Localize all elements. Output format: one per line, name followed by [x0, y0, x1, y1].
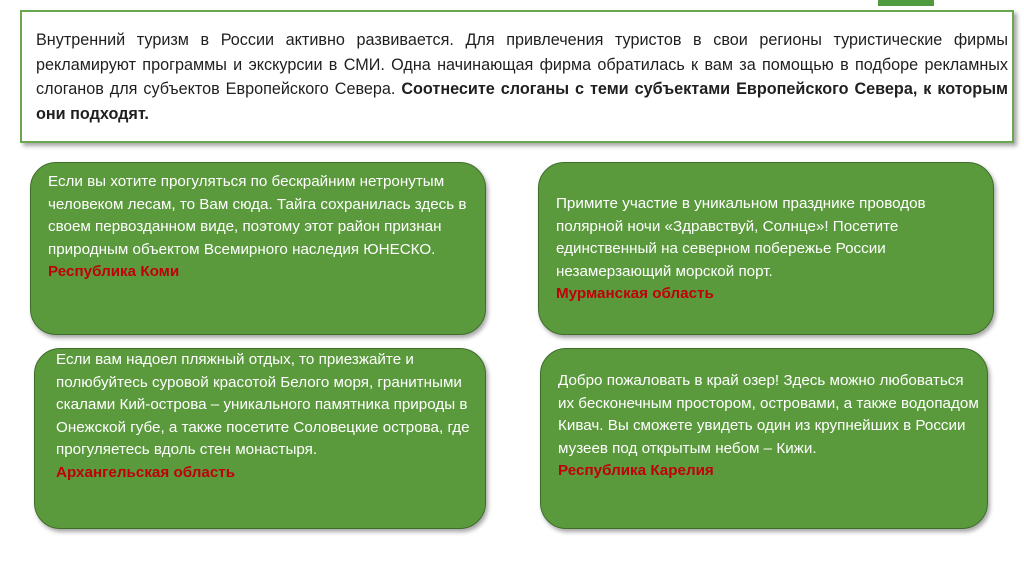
slogan-text: Если вам надоел пляжный отдых, то приезжайте и полюбуйтесь суровой красотой Белого моря, гранитными скалами Кий-острова – уникального памятника природы в Онежской губе, а также посетите Соловецкие острова, где прогуляетесь вдоль стен монастыря. [56, 351, 470, 459]
slogan-card-komi[interactable] [30, 162, 486, 335]
task-text [36, 28, 1008, 126]
region-label: Архангельская область [56, 463, 236, 481]
slogan-text: Если вы хотите прогуляться по бескрайним нетронутым человеком лесам, то Вам сюда. Тайга сохранилась здесь в своем первозданном виде, поэтому этот район признан природным объектом Всемирного наследия ЮНЕСКО. [48, 173, 467, 258]
card-content [558, 370, 983, 483]
slogan-text: Добро пожаловать в край озер! Здесь можно любоваться их бесконечным простором, островами, а также водопадом Кивач. Вы сможете увидеть один из крупнейших в России музеев под открытым небом – Кижи. [558, 372, 979, 457]
task-intro: Внутренний туризм в России активно развивается. Для привлечения туристов в свои регионы туристические фирмы рекламируют программы и экскурсии в СМИ. Одна начинающая фирма обратилась к вам за помощью в подборе рекламных слоганов для субъектов Европейского Севера. [36, 31, 1008, 98]
slogan-card-murmansk[interactable] [538, 162, 994, 335]
region-label: Республика Коми [48, 263, 180, 281]
region-label: Республика Карелия [558, 462, 714, 480]
region-label: Мурманская область [556, 285, 714, 303]
card-content [56, 349, 482, 485]
top-accent-bar [878, 0, 934, 6]
slogan-text: Примите участие в уникальном празднике проводов полярной ночи «Здравствуй, Солнце»! Посетите единственный на северном побережье России незамерзающий морской порт. [556, 195, 926, 280]
task-prompt: Соотнесите слоганы с теми субъектами Европейского Севера, к которым они подходят. [36, 80, 1008, 123]
card-content [556, 193, 986, 306]
slogan-card-karelia[interactable] [540, 348, 988, 529]
slogan-card-arkhangelsk[interactable] [34, 348, 486, 529]
card-content [48, 171, 478, 284]
